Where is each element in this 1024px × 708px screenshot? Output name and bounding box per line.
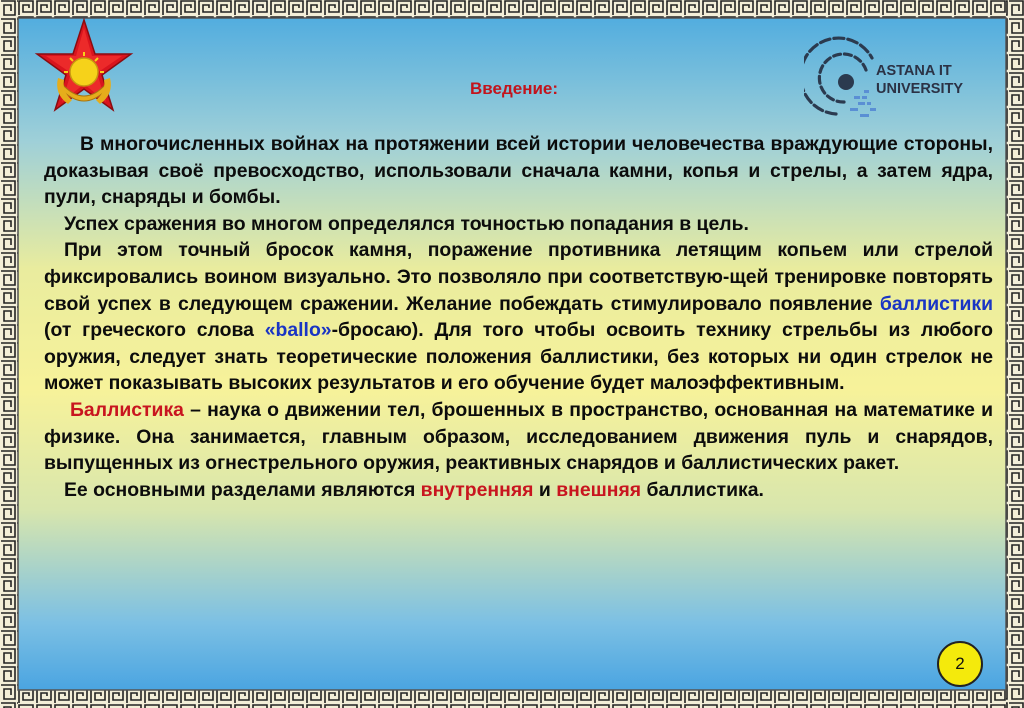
text-segment: баллистика. <box>641 478 764 501</box>
text-segment: Ее основными разделами являются <box>64 478 421 501</box>
text-segment: -бросаю). Для того чтобы освоить технику стрельбы из любого оружия, следует знать теоретические положения баллистики, без которых ни один стрелок не может показывать высоких результатов и его обучение будет малоэффективным. <box>44 319 993 395</box>
slide-body <box>44 131 993 503</box>
logo-line-1: ASTANA IT <box>876 63 952 79</box>
term-ballistics-definition: Баллистика <box>70 398 184 421</box>
text-segment: и <box>533 478 557 501</box>
paragraph-definition <box>44 397 993 477</box>
text-segment: – наука о движении тел, брошенных в пространство, основанная на математике и физике. Она занимается, главным образом, исследованием движения пуль и снарядов, выпущенных из огнестрельного оружия, реактивных снарядов и баллистических ракет. <box>44 398 993 475</box>
slide-title: Введение: <box>470 79 559 98</box>
paragraph-intro: В многочисленных войнах на протяжении всей истории человечества враждующие стороны, доказывая своё превосходство, использовали сначала камни, копья и стрелы, а затем ядра, пули, снаряды и бомбы. <box>44 133 993 209</box>
text-segment: (от греческого слова <box>44 319 265 342</box>
university-logo-text <box>876 62 963 98</box>
red-star-emblem-icon <box>34 18 134 122</box>
term-external: внешняя <box>556 478 642 501</box>
logo-line-2: UNIVERSITY <box>876 81 964 97</box>
page-number-badge: 2 <box>937 641 983 687</box>
paragraph-sections <box>44 477 993 504</box>
paragraph-accuracy: Успех сражения во многом определялся точностью попадания в цель. <box>64 212 749 235</box>
term-ballo: «ballo» <box>264 319 332 342</box>
term-internal: внутренняя <box>420 478 534 501</box>
paragraph-ballistics-origin <box>44 237 993 397</box>
term-ballistics: баллистики <box>879 292 993 315</box>
text-segment: При этом точный бросок камня, поражение противника летящим копьем или стрелой фиксировались воином визуально. Это позволяло при соответствую-щей тренировке повторять свой успех в следующем сражении. Желание побеждать стимулировало появление <box>44 239 993 315</box>
